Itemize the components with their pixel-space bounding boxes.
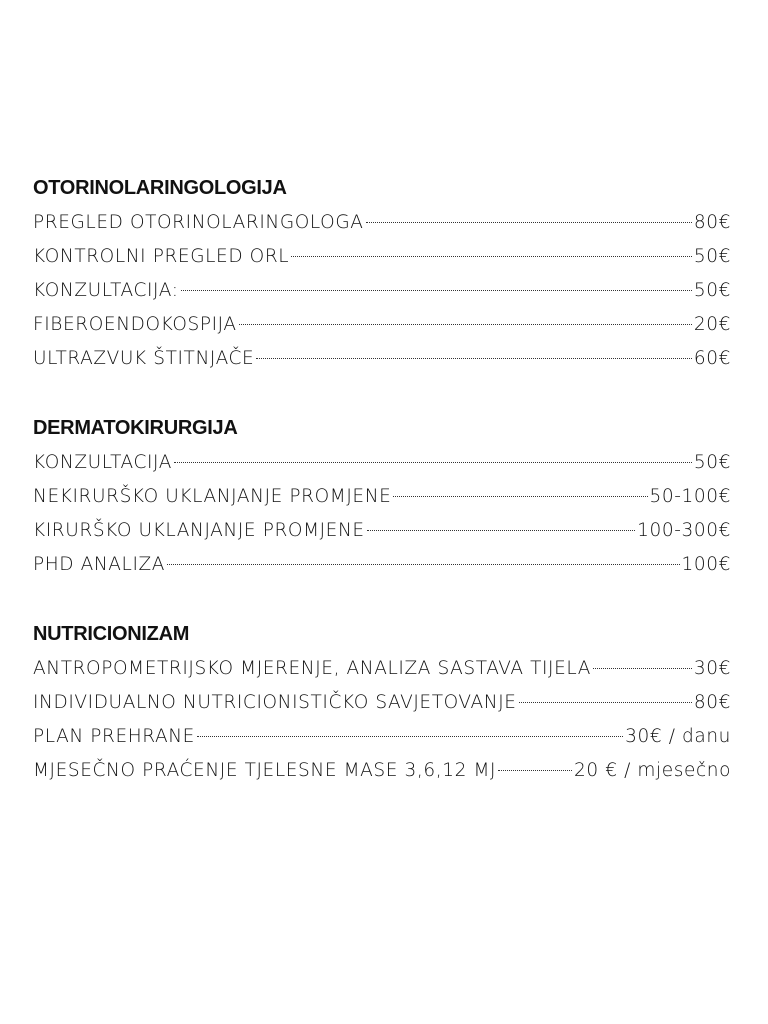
service-price: 50€ bbox=[693, 246, 731, 267]
price-row bbox=[33, 548, 731, 582]
dot-leader bbox=[174, 462, 692, 463]
price-list bbox=[33, 174, 731, 826]
dot-leader bbox=[256, 358, 692, 359]
service-price: 50€ bbox=[693, 280, 731, 301]
price-row bbox=[33, 308, 731, 342]
dot-leader bbox=[498, 770, 572, 771]
dot-leader bbox=[239, 324, 692, 325]
service-label: PLAN PREHRANE bbox=[33, 726, 195, 747]
service-price: 50-100€ bbox=[649, 486, 731, 507]
service-price: 30€ bbox=[693, 658, 731, 679]
service-label: PHD ANALIZA bbox=[33, 554, 166, 575]
price-row bbox=[33, 480, 731, 514]
price-row bbox=[33, 514, 731, 548]
service-label: FIBEROENDOKOSPIJA bbox=[33, 314, 237, 335]
dot-leader bbox=[181, 290, 692, 291]
service-price: 20 € / mjesečno bbox=[574, 760, 731, 781]
dot-leader bbox=[366, 222, 692, 223]
price-row bbox=[33, 240, 731, 274]
dot-leader bbox=[197, 736, 623, 737]
service-price: 20€ bbox=[693, 314, 731, 335]
price-row bbox=[33, 652, 731, 686]
dot-leader bbox=[519, 702, 692, 703]
service-label: KONZULTACIJA bbox=[33, 452, 173, 473]
service-price: 60€ bbox=[693, 348, 731, 369]
dot-leader bbox=[367, 530, 635, 531]
price-row bbox=[33, 206, 731, 240]
section-nutricionizam bbox=[33, 620, 731, 788]
service-label: KONZULTACIJA: bbox=[33, 280, 179, 301]
service-label: ULTRAZVUK ŠTITNJAČE bbox=[33, 348, 255, 369]
price-row bbox=[33, 686, 731, 720]
service-label: INDIVIDUALNO NUTRICIONISTIČKO SAVJETOVANJE bbox=[33, 692, 517, 713]
section-title: NUTRICIONIZAM bbox=[33, 623, 190, 645]
service-label: KIRURŠKO UKLANJANJE PROMJENE bbox=[33, 520, 365, 541]
section-title: DERMATOKIRURGIJA bbox=[33, 417, 238, 439]
price-row bbox=[33, 720, 731, 754]
dot-leader bbox=[167, 564, 679, 565]
section-dermatokirurgija bbox=[33, 414, 731, 582]
service-label: ANTROPOMETRIJSKO MJERENJE, ANALIZA SASTAVA TIJELA bbox=[33, 658, 591, 679]
service-price: 80€ bbox=[693, 212, 731, 233]
service-price: 80€ bbox=[693, 692, 731, 713]
section-otorinolaringologija bbox=[33, 174, 731, 376]
price-row bbox=[33, 446, 731, 480]
section-title: OTORINOLARINGOLOGIJA bbox=[33, 177, 287, 199]
service-price: 100-300€ bbox=[637, 520, 731, 541]
service-label: PREGLED OTORINOLARINGOLOGA bbox=[33, 212, 364, 233]
service-label: MJESEČNO PRAĆENJE TJELESNE MASE 3,6,12 MJ bbox=[33, 760, 497, 781]
price-row bbox=[33, 342, 731, 376]
dot-leader bbox=[393, 496, 647, 497]
service-label: KONTROLNI PREGLED ORL bbox=[33, 246, 290, 267]
service-price: 50€ bbox=[693, 452, 731, 473]
price-row bbox=[33, 754, 731, 788]
service-label: NEKIRURŠKO UKLANJANJE PROMJENE bbox=[33, 486, 392, 507]
service-price: 30€ / danu bbox=[625, 726, 731, 747]
dot-leader bbox=[593, 668, 692, 669]
price-row bbox=[33, 274, 731, 308]
service-price: 100€ bbox=[681, 554, 731, 575]
dot-leader bbox=[291, 256, 692, 257]
